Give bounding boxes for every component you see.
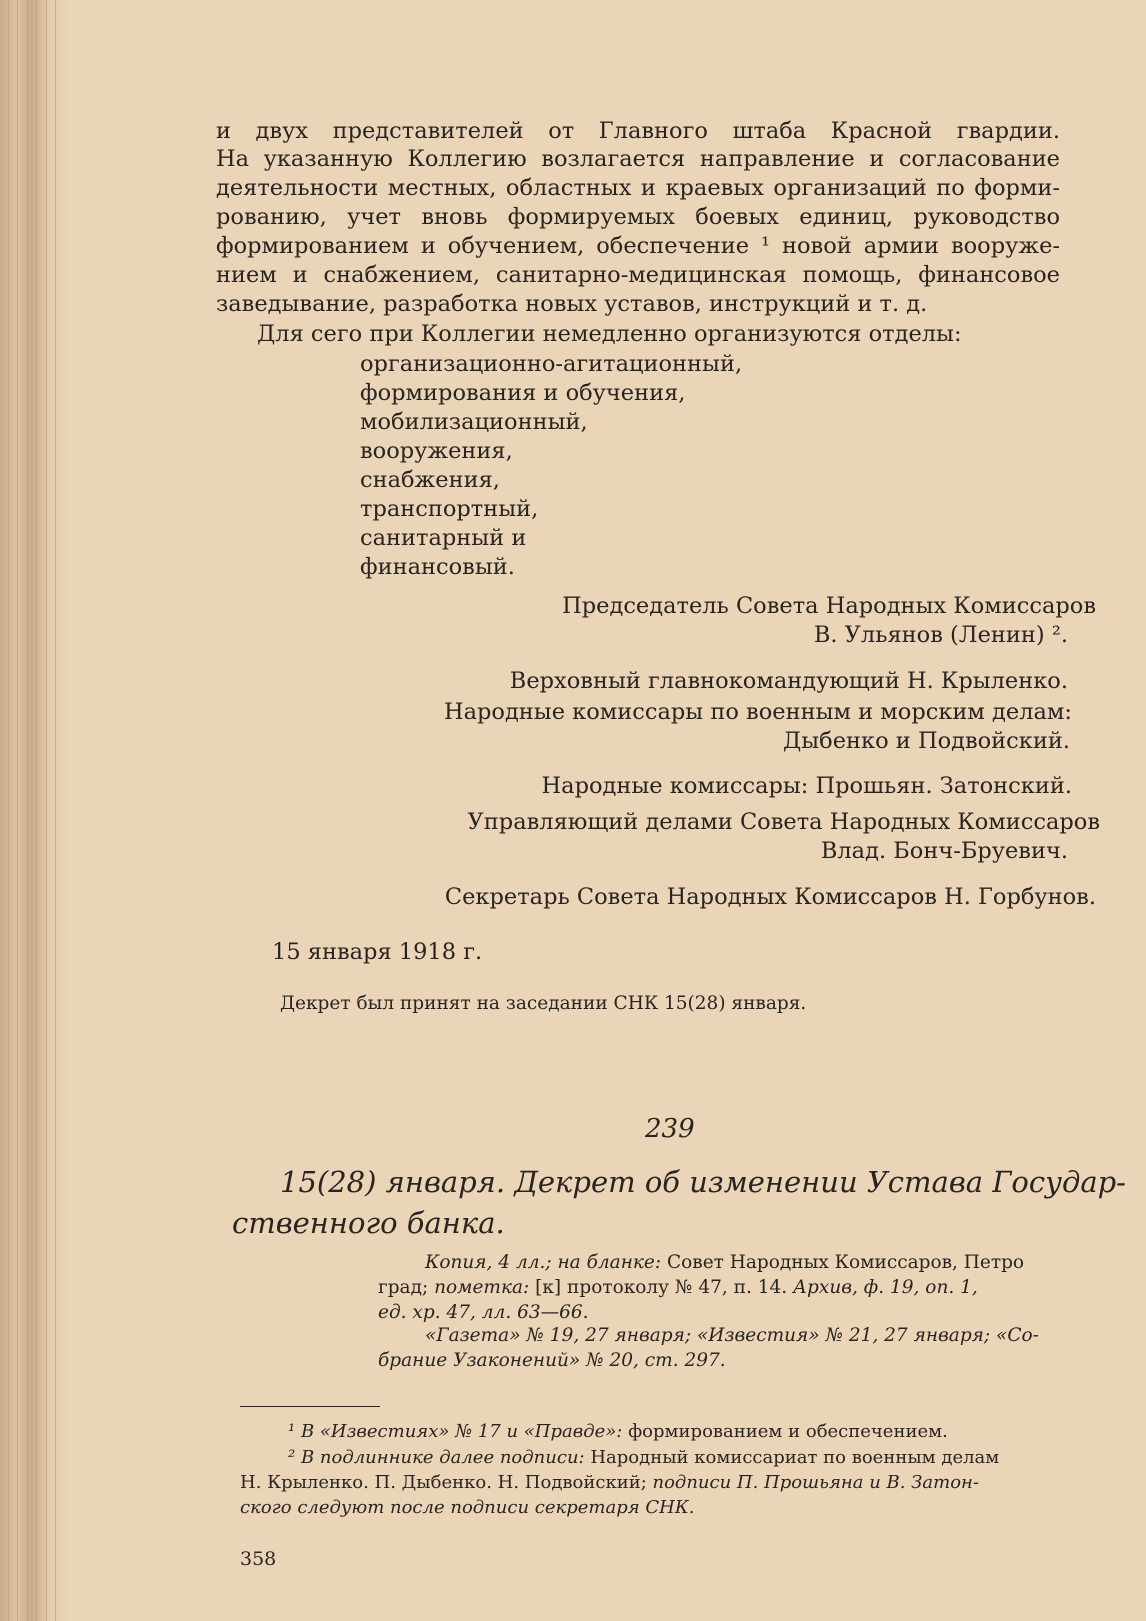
list-item: снабжения,	[360, 467, 500, 493]
source-text: «Газета» № 19, 27 января; «Известия» № 21, 27 января; «Со-	[425, 1325, 1039, 1346]
departments-intro: Для сего при Коллегии немедленно организуются отделы:	[257, 321, 962, 347]
signature-military-names: Дыбенко и Подвойский.	[782, 728, 1070, 754]
footnote-text: подписи П. Прошьяна и В. Затон-	[652, 1472, 979, 1493]
document-number: 239	[645, 1114, 695, 1144]
source-text: [к] протоколу № 47, п. 14.	[535, 1277, 794, 1298]
page-number: 358	[240, 1548, 277, 1570]
source-text: Совет Народных Комиссаров, Петро	[667, 1252, 1025, 1273]
source-text: брание Узаконений» № 20, ст. 297.	[378, 1350, 726, 1371]
list-item: организационно-агитационный,	[360, 351, 743, 377]
source-text: град;	[378, 1277, 435, 1298]
editorial-note: Декрет был принят на заседании СНК 15(28) января.	[280, 993, 807, 1014]
document-title-line1: 15(28) января. Декрет об изменении Устава Государ-	[280, 1165, 1126, 1199]
signature-military-title: Народные комиссары по военным и морским делам:	[443, 699, 1072, 725]
list-item: формирования и обучения,	[360, 380, 686, 406]
source-text: ед. хр. 47, лл. 63—66.	[378, 1302, 589, 1323]
list-item: финансовый.	[360, 554, 515, 580]
footnote-text: ² В подлиннике далее подписи:	[288, 1447, 591, 1468]
list-item: вооружения,	[360, 438, 513, 464]
signature-secretary: Секретарь Совета Народных Комиссаров Н. Горбунов.	[444, 884, 1096, 910]
source-text: Архив, ф. 19, оп. 1,	[793, 1277, 978, 1298]
list-item: транспортный,	[360, 496, 539, 522]
list-item: мобилизационный,	[360, 409, 588, 435]
text-line: нием и снабжением, санитарно-медицинская помощь, финансовое	[216, 262, 1060, 288]
footnote-text: формированием и обеспечением.	[628, 1421, 948, 1442]
list-item: санитарный и	[360, 525, 527, 551]
document-title-line2: ственного банка.	[232, 1206, 505, 1240]
text-line: и двух представителей от Главного штаба Красной гвардии.	[216, 118, 1060, 144]
text-line: рованию, учет вновь формируемых боевых единиц, руководство	[216, 204, 1060, 230]
footnote-text: ¹ В «Известиях» № 17 и «Правде»:	[288, 1421, 629, 1442]
footnote-text: Н. Крыленко. П. Дыбенко. Н. Подвойский;	[240, 1472, 653, 1493]
source-text: Копия, 4 лл.; на бланке:	[425, 1252, 667, 1273]
source-text: пометка:	[434, 1277, 536, 1298]
text-line: формированием и обучением, обеспечение ¹ новой армии вооруже-	[216, 233, 1060, 259]
decree-date: 15 января 1918 г.	[272, 939, 483, 965]
signature-commander: Верховный главнокомандующий Н. Крыленко.	[509, 668, 1068, 694]
footnote-text: ского следуют после подписи секретаря СНК.	[240, 1497, 695, 1518]
text-line: На указанную Коллегию возлагается направление и согласование	[216, 146, 1060, 172]
text-line: деятельности местных, областных и краевых организаций по форми-	[216, 175, 1060, 201]
signature-manager-title: Управляющий делами Совета Народных Комиссаров	[467, 809, 1100, 835]
footnote-divider	[240, 1406, 380, 1407]
footnote-text: Народный комиссариат по военным делам	[590, 1447, 1000, 1468]
signature-manager-name: Влад. Бонч-Бруевич.	[820, 838, 1068, 864]
signature-commissars: Народные комиссары: Прошьян. Затонский.	[541, 773, 1072, 799]
signature-chairman-title: Председатель Совета Народных Комиссаров	[562, 593, 1096, 619]
text-line: заведывание, разработка новых уставов, инструкций и т. д.	[216, 291, 928, 317]
signature-chairman-name: В. Ульянов (Ленин) ².	[813, 622, 1068, 648]
